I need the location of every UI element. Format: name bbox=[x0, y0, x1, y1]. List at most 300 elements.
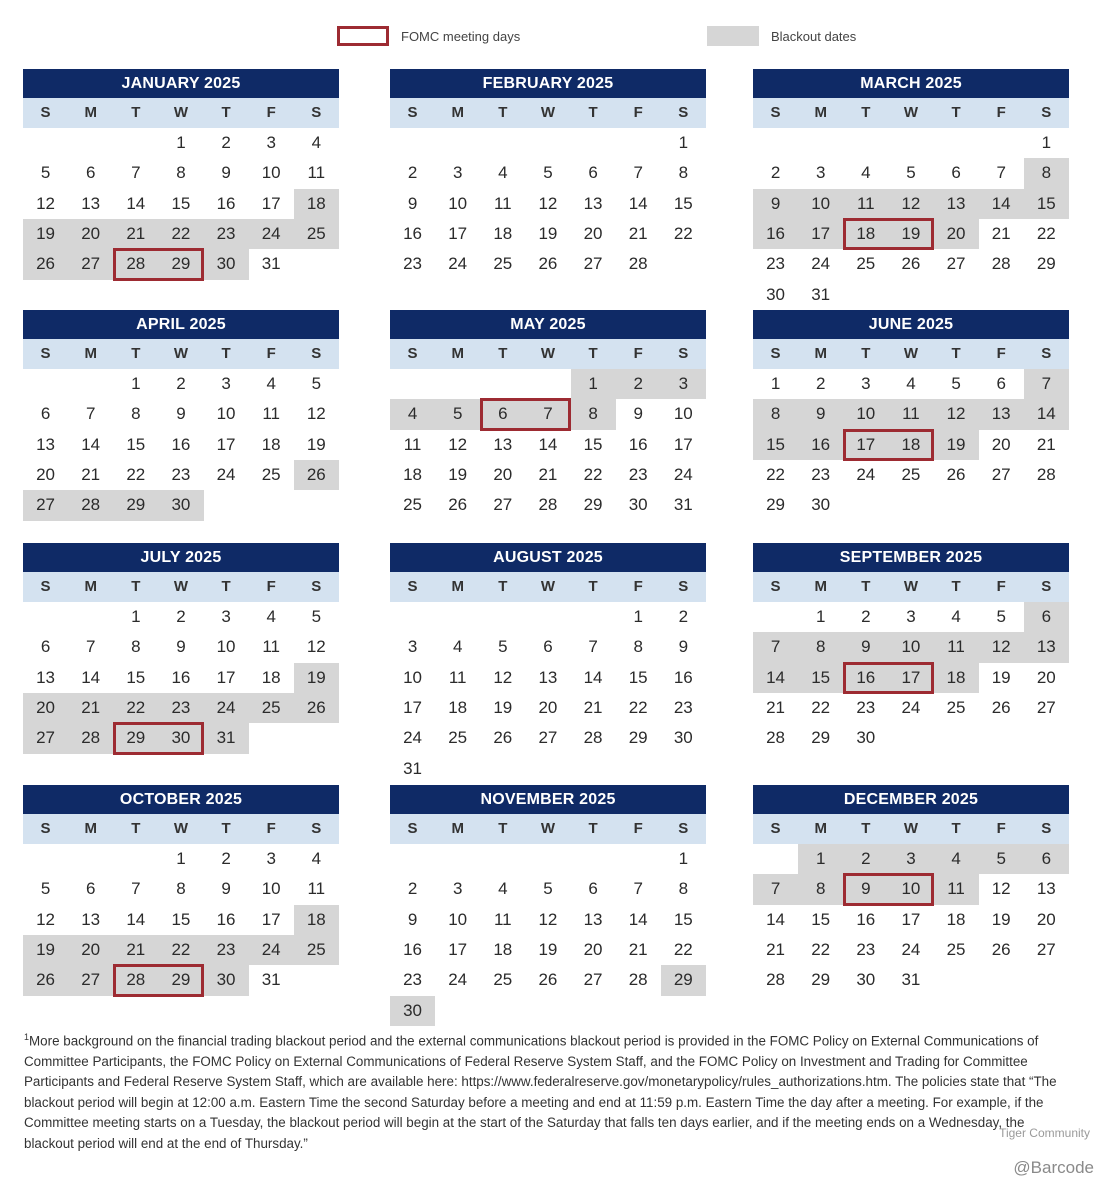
week-row bbox=[753, 874, 1069, 904]
day-cell: 15 bbox=[126, 667, 146, 687]
day-cell: 27 bbox=[493, 495, 513, 515]
week-row bbox=[753, 399, 1069, 429]
weekday-label: F bbox=[266, 578, 276, 595]
weekday-label: S bbox=[407, 578, 418, 595]
month-title: MAY 2025 bbox=[390, 310, 706, 339]
week-row bbox=[23, 905, 339, 935]
day-cell: 5 bbox=[543, 163, 553, 183]
weekday-label: W bbox=[540, 820, 556, 837]
week-row bbox=[23, 430, 339, 460]
day-cell: 15 bbox=[753, 430, 798, 460]
week-row bbox=[753, 935, 1069, 965]
day-cell: 5 bbox=[906, 163, 916, 183]
weekday-header-row bbox=[390, 572, 706, 602]
week-row bbox=[23, 249, 339, 279]
day-cell: 18 bbox=[261, 667, 281, 687]
weekday-label: S bbox=[311, 345, 322, 362]
day-cell: 6 bbox=[480, 399, 525, 429]
empty-cell bbox=[525, 844, 570, 874]
day-cell: 20 bbox=[36, 464, 56, 484]
day-cell: 14 bbox=[126, 909, 146, 929]
month-title: NOVEMBER 2025 bbox=[390, 785, 706, 814]
day-cell: 30 bbox=[158, 723, 203, 753]
month-december bbox=[753, 785, 1069, 996]
day-cell: 7 bbox=[85, 404, 96, 424]
day-cell: 11 bbox=[934, 874, 979, 904]
week-row bbox=[390, 128, 706, 158]
day-cell: 12 bbox=[934, 399, 979, 429]
weekday-header-row bbox=[390, 339, 706, 369]
day-cell: 9 bbox=[798, 399, 843, 429]
day-cell: 1 bbox=[176, 849, 186, 868]
empty-cell bbox=[294, 723, 339, 753]
day-cell: 29 bbox=[583, 495, 603, 515]
legend bbox=[0, 0, 1116, 60]
day-cell: 13 bbox=[934, 189, 979, 219]
day-cell: 12 bbox=[306, 404, 326, 424]
empty-cell bbox=[480, 996, 525, 1026]
day-cell: 28 bbox=[113, 965, 158, 995]
week-row bbox=[390, 369, 706, 399]
day-cell: 20 bbox=[934, 219, 979, 249]
day-cell: 6 bbox=[543, 637, 553, 657]
day-cell: 20 bbox=[493, 464, 513, 484]
day-cell: 21 bbox=[81, 464, 101, 484]
day-cell: 26 bbox=[538, 254, 558, 274]
weekday-label: S bbox=[1041, 345, 1052, 362]
empty-cell bbox=[390, 369, 435, 399]
weekday-label: T bbox=[221, 820, 231, 837]
week-row bbox=[753, 693, 1069, 723]
day-cell: 2 bbox=[221, 849, 231, 868]
day-cell: 6 bbox=[951, 163, 961, 183]
footnote-text: More background on the financial trading blackout period and the external communications blackout period is provided in the FOMC Policy on External Communications of Committee Participants, the FOMC Policy on External Communications of Federal Reserve System Staff, and the FOMC Policy on Investment and Trading for Committee Participants and Federal Reserve System Staff, which are available here: https://www.federalreserve.gov/monetarypolicy/rules_authorizations.htm. The policies state that “The blackout period will begin at 12:00 a.m. Eastern Time the second Saturday before a meeting and end at 11:59 p.m. Eastern Time the day after a meeting. For example, if the Committee meeting starts on a Tuesday, the blackout period will begin at the start of the Saturday that falls ten days earlier, and if the meeting ends on a Wednesday, the blackout period will end at the end of Thursday.” bbox=[24, 1033, 1057, 1151]
weekday-label: M bbox=[451, 104, 464, 121]
day-cell: 8 bbox=[753, 399, 798, 429]
day-cell: 17 bbox=[448, 223, 468, 243]
day-cell: 30 bbox=[204, 249, 249, 279]
weekday-header-row bbox=[753, 98, 1069, 128]
day-cell: 21 bbox=[1036, 434, 1056, 454]
month-title: OCTOBER 2025 bbox=[23, 785, 339, 814]
day-cell: 26 bbox=[294, 693, 339, 723]
day-cell: 6 bbox=[588, 163, 598, 183]
day-cell: 12 bbox=[306, 637, 326, 657]
week-row bbox=[23, 189, 339, 219]
day-cell: 9 bbox=[407, 193, 418, 213]
weekday-label: S bbox=[407, 104, 418, 121]
empty-cell bbox=[888, 490, 933, 520]
day-cell: 26 bbox=[991, 939, 1011, 959]
week-row bbox=[23, 158, 339, 188]
day-cell: 2 bbox=[407, 163, 418, 183]
day-cell: 30 bbox=[856, 970, 876, 990]
day-cell: 2 bbox=[221, 133, 231, 152]
empty-cell bbox=[23, 369, 68, 399]
day-cell: 7 bbox=[753, 632, 798, 662]
empty-cell bbox=[435, 844, 480, 874]
day-cell: 21 bbox=[628, 939, 648, 959]
day-cell: 11 bbox=[843, 189, 888, 219]
day-cell: 10 bbox=[216, 404, 236, 424]
day-cell: 18 bbox=[843, 219, 888, 249]
month-title: JUNE 2025 bbox=[753, 310, 1069, 339]
day-cell: 29 bbox=[766, 495, 786, 515]
day-cell: 4 bbox=[452, 637, 463, 657]
day-cell: 26 bbox=[901, 254, 921, 274]
day-cell: 21 bbox=[991, 223, 1011, 243]
day-cell: 18 bbox=[888, 430, 933, 460]
month-title: JANUARY 2025 bbox=[23, 69, 339, 98]
day-cell: 22 bbox=[811, 697, 831, 717]
day-cell: 24 bbox=[673, 464, 693, 484]
weekday-label: M bbox=[814, 820, 827, 837]
week-row bbox=[390, 723, 706, 753]
day-cell: 20 bbox=[1036, 667, 1056, 687]
day-cell: 17 bbox=[798, 219, 843, 249]
weekday-label: T bbox=[131, 820, 141, 837]
empty-cell bbox=[294, 490, 339, 520]
day-cell: 24 bbox=[403, 728, 423, 748]
day-cell: 1 bbox=[131, 374, 141, 393]
week-row bbox=[390, 874, 706, 904]
weekday-label: T bbox=[588, 820, 598, 837]
day-cell: 16 bbox=[171, 667, 191, 687]
empty-cell bbox=[934, 490, 979, 520]
day-cell: 20 bbox=[991, 434, 1011, 454]
month-march bbox=[753, 69, 1069, 310]
week-row bbox=[23, 632, 339, 662]
day-cell: 18 bbox=[934, 663, 979, 693]
week-row bbox=[390, 219, 706, 249]
day-cell: 1 bbox=[176, 133, 186, 152]
empty-cell bbox=[23, 602, 68, 632]
day-cell: 7 bbox=[588, 637, 598, 657]
day-cell: 28 bbox=[1036, 464, 1056, 484]
week-row bbox=[753, 965, 1069, 995]
week-row bbox=[390, 663, 706, 693]
weekday-label: S bbox=[40, 104, 51, 121]
day-cell: 9 bbox=[176, 637, 186, 657]
day-cell: 14 bbox=[753, 663, 798, 693]
day-cell: 16 bbox=[216, 909, 236, 929]
watermark-handle: @Barcode bbox=[1013, 1158, 1094, 1177]
day-cell: 9 bbox=[176, 404, 186, 424]
week-row bbox=[390, 935, 706, 965]
day-cell: 8 bbox=[678, 163, 689, 183]
day-cell: 6 bbox=[85, 879, 96, 899]
empty-cell bbox=[753, 602, 798, 632]
week-row bbox=[753, 460, 1069, 490]
week-row bbox=[753, 602, 1069, 632]
day-cell: 30 bbox=[856, 728, 876, 748]
day-cell: 13 bbox=[979, 399, 1024, 429]
day-cell: 22 bbox=[1036, 223, 1056, 243]
week-row bbox=[753, 249, 1069, 279]
month-april bbox=[23, 310, 339, 521]
week-row bbox=[23, 663, 339, 693]
weekday-label: W bbox=[903, 345, 919, 362]
empty-cell bbox=[979, 965, 1024, 995]
day-cell: 16 bbox=[403, 223, 423, 243]
empty-cell bbox=[249, 723, 294, 753]
week-row bbox=[23, 723, 339, 753]
day-cell: 8 bbox=[1024, 158, 1069, 188]
day-cell: 30 bbox=[390, 996, 435, 1026]
empty-cell bbox=[390, 602, 435, 632]
day-cell: 24 bbox=[448, 970, 468, 990]
day-cell: 23 bbox=[204, 935, 249, 965]
day-cell: 8 bbox=[571, 399, 616, 429]
day-cell: 9 bbox=[221, 879, 231, 899]
day-cell: 7 bbox=[85, 637, 96, 657]
day-cell: 5 bbox=[311, 374, 322, 393]
day-cell: 16 bbox=[856, 909, 876, 929]
day-cell: 19 bbox=[991, 667, 1011, 687]
empty-cell bbox=[204, 490, 249, 520]
footnote-marker: 1 bbox=[24, 1032, 30, 1042]
day-cell: 5 bbox=[435, 399, 480, 429]
day-cell: 25 bbox=[946, 697, 966, 717]
day-cell: 21 bbox=[113, 219, 158, 249]
week-row bbox=[753, 128, 1069, 158]
empty-cell bbox=[249, 490, 294, 520]
day-cell: 31 bbox=[261, 254, 281, 274]
day-cell: 6 bbox=[588, 879, 598, 899]
empty-cell bbox=[435, 128, 480, 158]
weekday-label: T bbox=[131, 345, 141, 362]
day-cell: 16 bbox=[673, 667, 693, 687]
weekday-header-row bbox=[390, 814, 706, 844]
weekday-label: S bbox=[678, 820, 689, 837]
day-cell: 24 bbox=[249, 219, 294, 249]
week-row bbox=[753, 905, 1069, 935]
day-cell: 10 bbox=[216, 637, 236, 657]
day-cell: 4 bbox=[498, 879, 508, 899]
weekday-header-row bbox=[23, 814, 339, 844]
month-title: FEBRUARY 2025 bbox=[390, 69, 706, 98]
empty-cell bbox=[1024, 965, 1069, 995]
day-cell: 8 bbox=[633, 637, 643, 657]
day-cell: 15 bbox=[798, 663, 843, 693]
day-cell: 25 bbox=[249, 693, 294, 723]
day-cell: 7 bbox=[131, 163, 141, 183]
day-cell: 21 bbox=[583, 697, 603, 717]
day-cell: 3 bbox=[221, 607, 231, 626]
day-cell: 3 bbox=[452, 163, 463, 183]
day-cell: 18 bbox=[946, 909, 966, 929]
weekday-label: T bbox=[221, 104, 231, 121]
weekday-label: T bbox=[951, 345, 961, 362]
week-row bbox=[23, 128, 339, 158]
day-cell: 9 bbox=[843, 874, 888, 904]
day-cell: 17 bbox=[403, 697, 423, 717]
day-cell: 14 bbox=[126, 193, 146, 213]
weekday-label: F bbox=[266, 820, 276, 837]
empty-cell bbox=[571, 128, 616, 158]
weekday-label: M bbox=[84, 104, 97, 121]
weekday-label: T bbox=[861, 820, 871, 837]
week-row bbox=[390, 844, 706, 874]
day-cell: 22 bbox=[158, 935, 203, 965]
day-cell: 29 bbox=[158, 249, 203, 279]
week-row bbox=[390, 460, 706, 490]
day-cell: 4 bbox=[266, 607, 276, 626]
day-cell: 21 bbox=[766, 697, 786, 717]
week-row bbox=[23, 935, 339, 965]
day-cell: 8 bbox=[798, 874, 843, 904]
month-june bbox=[753, 310, 1069, 521]
weekday-label: T bbox=[588, 104, 598, 121]
day-cell: 7 bbox=[633, 163, 643, 183]
day-cell: 7 bbox=[131, 879, 141, 899]
day-cell: 29 bbox=[113, 723, 158, 753]
day-cell: 10 bbox=[888, 632, 933, 662]
month-january bbox=[23, 69, 339, 280]
week-row bbox=[23, 460, 339, 490]
day-cell: 11 bbox=[493, 193, 512, 213]
weekday-label: W bbox=[173, 820, 189, 837]
empty-cell bbox=[979, 128, 1024, 158]
week-row bbox=[23, 693, 339, 723]
day-cell: 26 bbox=[946, 464, 966, 484]
day-cell: 26 bbox=[23, 249, 68, 279]
day-cell: 13 bbox=[493, 434, 513, 454]
day-cell: 5 bbox=[951, 374, 961, 393]
day-cell: 22 bbox=[126, 464, 146, 484]
day-cell: 21 bbox=[766, 939, 786, 959]
day-cell: 23 bbox=[171, 464, 191, 484]
empty-cell bbox=[888, 280, 933, 310]
day-cell: 2 bbox=[843, 844, 888, 874]
week-row bbox=[753, 632, 1069, 662]
weekday-label: M bbox=[84, 345, 97, 362]
day-cell: 21 bbox=[68, 693, 113, 723]
day-cell: 4 bbox=[390, 399, 435, 429]
day-cell: 1 bbox=[131, 607, 141, 626]
weekday-label: S bbox=[40, 578, 51, 595]
day-cell: 7 bbox=[633, 879, 643, 899]
day-cell: 28 bbox=[583, 728, 603, 748]
blackout-swatch bbox=[707, 26, 759, 46]
weekday-label: T bbox=[131, 104, 141, 121]
day-cell: 13 bbox=[36, 434, 56, 454]
weekday-label: S bbox=[1041, 104, 1052, 121]
day-cell: 29 bbox=[1036, 254, 1056, 274]
day-cell: 22 bbox=[673, 223, 693, 243]
day-cell: 24 bbox=[856, 464, 876, 484]
empty-cell bbox=[480, 754, 525, 784]
empty-cell bbox=[68, 369, 113, 399]
empty-cell bbox=[934, 723, 979, 753]
day-cell: 27 bbox=[1036, 697, 1056, 717]
day-cell: 8 bbox=[176, 879, 186, 899]
empty-cell bbox=[934, 128, 979, 158]
day-cell: 25 bbox=[946, 939, 966, 959]
empty-cell bbox=[480, 128, 525, 158]
day-cell: 6 bbox=[1024, 602, 1069, 632]
day-cell: 14 bbox=[628, 193, 648, 213]
day-cell: 24 bbox=[811, 254, 831, 274]
month-july bbox=[23, 543, 339, 754]
week-row bbox=[23, 399, 339, 429]
week-row bbox=[390, 965, 706, 995]
day-cell: 20 bbox=[583, 223, 603, 243]
month-title: APRIL 2025 bbox=[23, 310, 339, 339]
day-cell: 17 bbox=[448, 939, 468, 959]
day-cell: 13 bbox=[1024, 632, 1069, 662]
weekday-header-row bbox=[753, 814, 1069, 844]
day-cell: 28 bbox=[113, 249, 158, 279]
weekday-label: M bbox=[814, 578, 827, 595]
day-cell: 6 bbox=[85, 163, 96, 183]
week-row bbox=[390, 490, 706, 520]
day-cell: 27 bbox=[946, 254, 966, 274]
weekday-label: F bbox=[996, 578, 1006, 595]
weekday-header-row bbox=[23, 572, 339, 602]
day-cell: 28 bbox=[68, 490, 113, 520]
empty-cell bbox=[888, 128, 933, 158]
empty-cell bbox=[843, 490, 888, 520]
week-row bbox=[753, 490, 1069, 520]
day-cell: 12 bbox=[888, 189, 933, 219]
day-cell: 2 bbox=[815, 374, 826, 393]
weekday-label: S bbox=[311, 578, 322, 595]
day-cell: 23 bbox=[628, 464, 648, 484]
weekday-label: F bbox=[266, 345, 276, 362]
empty-cell bbox=[661, 996, 706, 1026]
day-cell: 28 bbox=[68, 723, 113, 753]
empty-cell bbox=[934, 280, 979, 310]
empty-cell bbox=[934, 965, 979, 995]
day-cell: 2 bbox=[176, 374, 186, 393]
day-cell: 3 bbox=[888, 844, 933, 874]
weekday-header-row bbox=[753, 339, 1069, 369]
day-cell: 22 bbox=[811, 939, 831, 959]
day-cell: 20 bbox=[23, 693, 68, 723]
empty-cell bbox=[661, 754, 706, 784]
day-cell: 5 bbox=[40, 879, 51, 899]
day-cell: 23 bbox=[158, 693, 203, 723]
day-cell: 16 bbox=[843, 663, 888, 693]
empty-cell bbox=[480, 369, 525, 399]
week-row bbox=[23, 844, 339, 874]
weekday-label: S bbox=[407, 820, 418, 837]
day-cell: 1 bbox=[678, 133, 689, 152]
day-cell: 15 bbox=[583, 434, 603, 454]
day-cell: 27 bbox=[23, 490, 68, 520]
day-cell: 27 bbox=[583, 970, 603, 990]
empty-cell bbox=[435, 754, 480, 784]
empty-cell bbox=[1024, 280, 1069, 310]
day-cell: 8 bbox=[678, 879, 689, 899]
empty-cell bbox=[23, 844, 68, 874]
week-row bbox=[23, 219, 339, 249]
weekday-label: W bbox=[173, 345, 189, 362]
empty-cell bbox=[294, 965, 339, 995]
day-cell: 22 bbox=[113, 693, 158, 723]
day-cell: 19 bbox=[493, 697, 513, 717]
day-cell: 30 bbox=[158, 490, 203, 520]
day-cell: 21 bbox=[538, 464, 558, 484]
day-cell: 27 bbox=[1036, 939, 1056, 959]
week-row bbox=[753, 369, 1069, 399]
day-cell: 5 bbox=[543, 879, 553, 899]
weekday-label: T bbox=[588, 345, 598, 362]
weekday-label: F bbox=[996, 345, 1006, 362]
weekday-label: W bbox=[173, 578, 189, 595]
day-cell: 28 bbox=[766, 728, 786, 748]
